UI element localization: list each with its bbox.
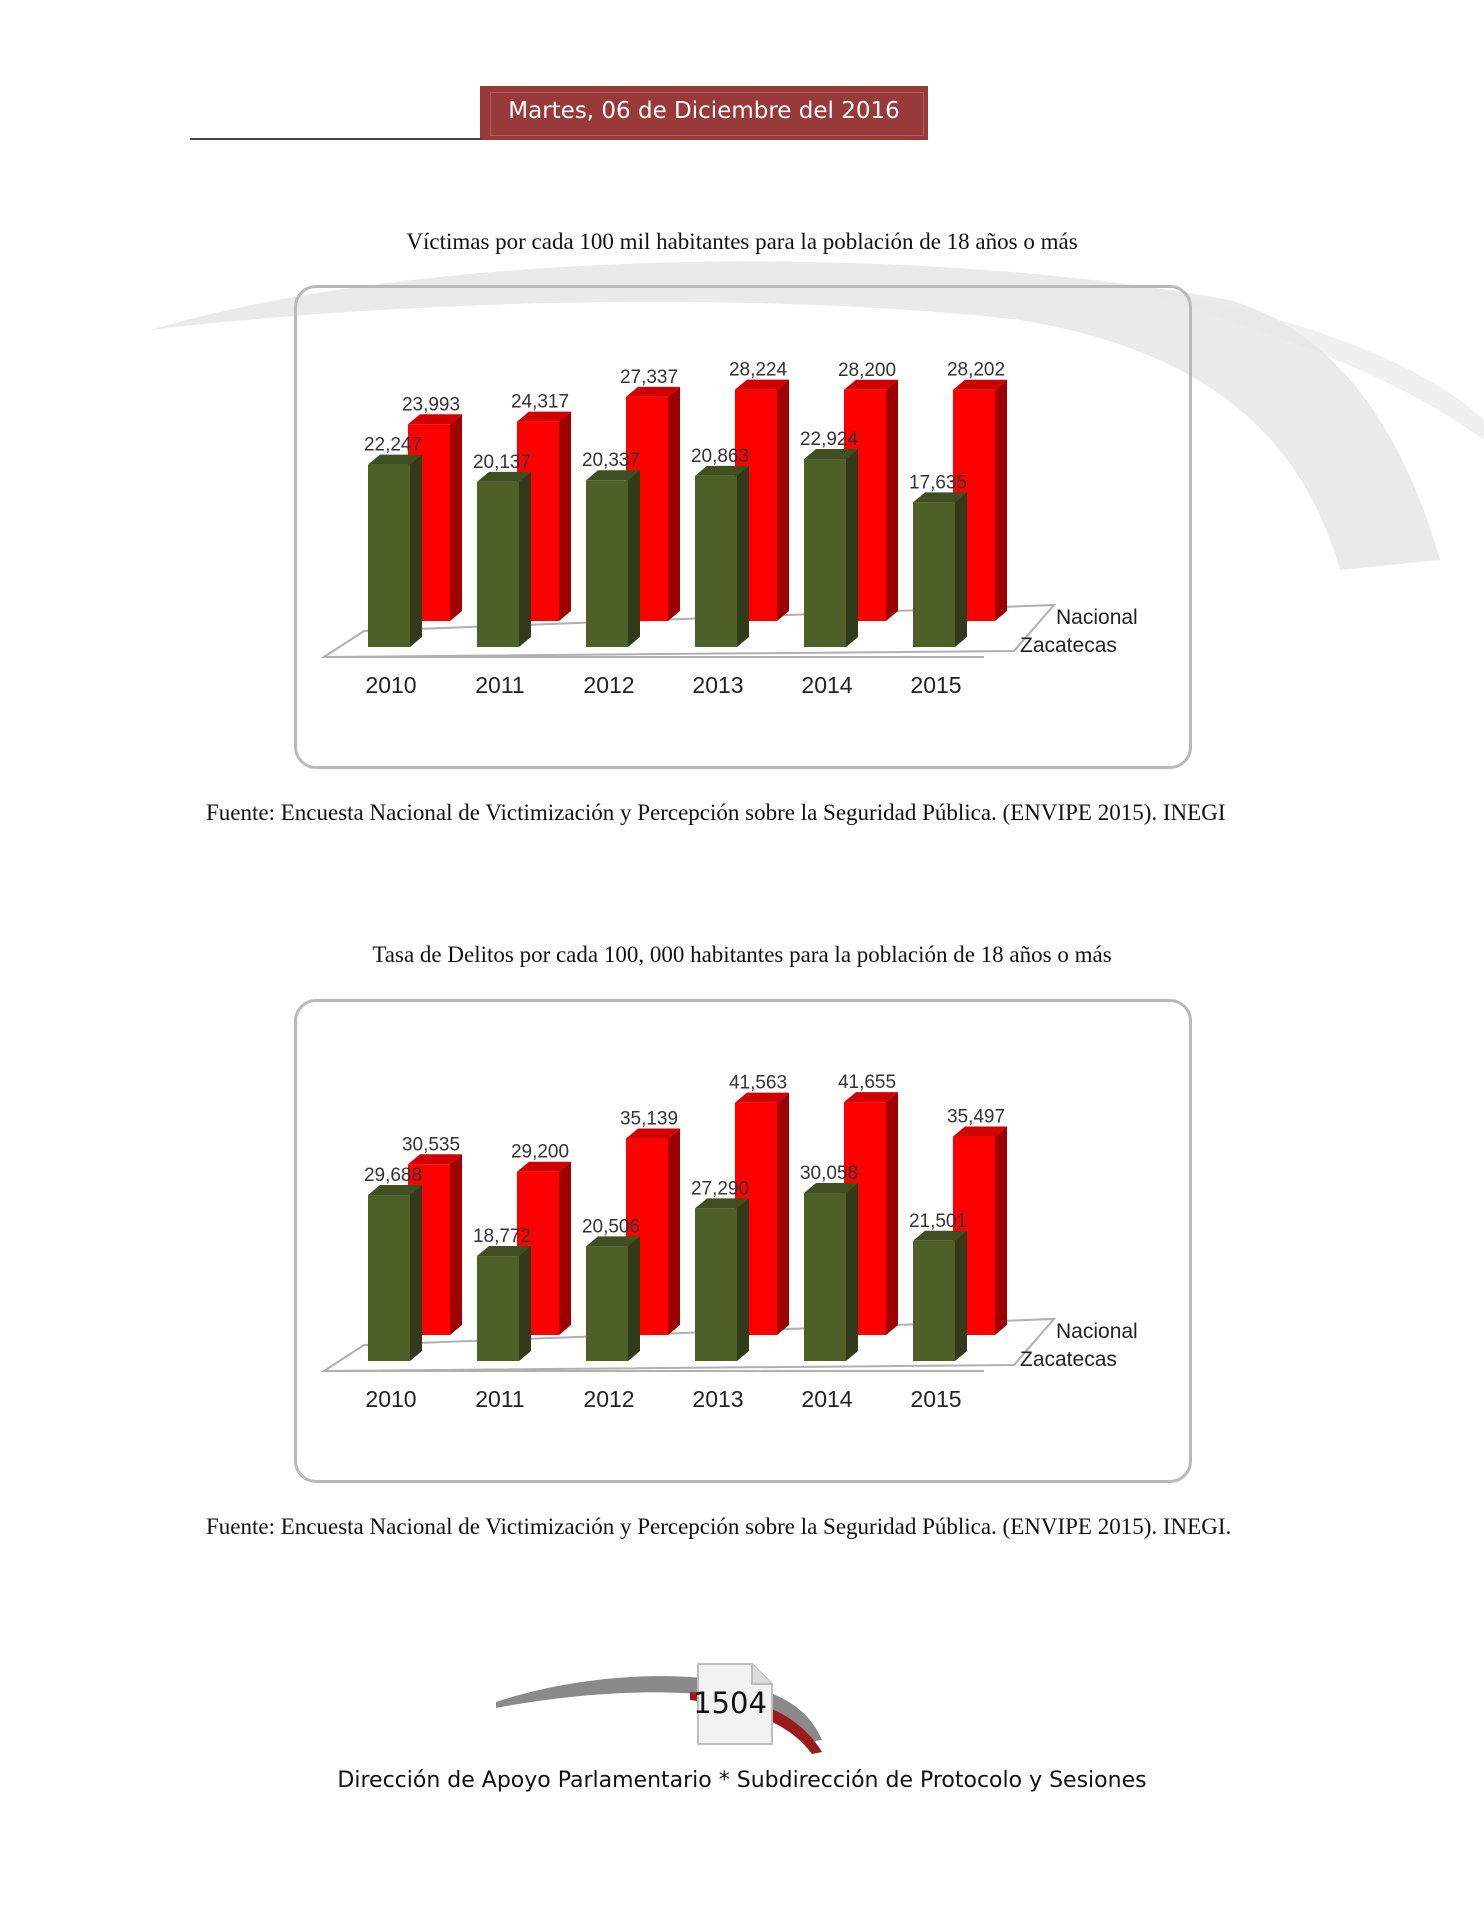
chart-2-svg bbox=[294, 999, 1192, 1483]
chart-2-series-nacional: Nacional bbox=[1056, 1320, 1138, 1343]
page-number: 1504 bbox=[693, 1686, 767, 1720]
chart-2-bar-zacatecas-2012 bbox=[586, 1236, 640, 1361]
chart-2-category-2010: 2010 bbox=[365, 1386, 417, 1412]
chart-2-label-zacatecas-2014: 30,058 bbox=[799, 1162, 859, 1184]
chart-2-bar-zacatecas-2011 bbox=[477, 1246, 531, 1361]
chart-2-label-nacional-2010: 30,535 bbox=[401, 1134, 461, 1156]
chart-1-bar-zacatecas-2014 bbox=[804, 449, 858, 647]
chart-1-label-nacional-2012: 27,337 bbox=[619, 366, 679, 388]
chart-1-label-zacatecas-2012: 20,337 bbox=[581, 450, 641, 472]
header-rule bbox=[190, 138, 482, 140]
chart-2-label-nacional-2013: 41,563 bbox=[728, 1072, 788, 1094]
chart-2-source: Fuente: Encuesta Nacional de Victimización y Percepción sobre la Seguridad Pública. (ENVIPE 2015). INEGI. bbox=[206, 1514, 1232, 1539]
chart-2-category-2013: 2013 bbox=[692, 1386, 744, 1412]
chart-1-bar-zacatecas-2012 bbox=[586, 470, 640, 647]
chart-1-label-zacatecas-2014: 22,924 bbox=[799, 429, 859, 451]
chart-1-category-2014: 2014 bbox=[801, 672, 853, 698]
chart-2-bar-zacatecas-2015 bbox=[913, 1231, 967, 1361]
chart-2-category-2011: 2011 bbox=[475, 1386, 525, 1412]
chart-2-label-nacional-2012: 35,139 bbox=[619, 1108, 679, 1130]
chart-1-svg bbox=[294, 285, 1192, 769]
chart-1-source: Fuente: Encuesta Nacional de Victimización y Percepción sobre la Seguridad Pública. (ENVIPE 2015). INEGI bbox=[206, 800, 1226, 825]
chart-1-caption: Víctimas por cada 100 mil habitantes para la población de 18 años o más bbox=[406, 229, 1078, 254]
chart-2-label-zacatecas-2012: 20,506 bbox=[581, 1216, 641, 1238]
chart-2-category-2012: 2012 bbox=[583, 1386, 635, 1412]
chart-2-series-zacatecas: Zacatecas bbox=[1020, 1348, 1117, 1371]
footer-text: Dirección de Apoyo Parlamentario * Subdirección de Protocolo y Sesiones bbox=[337, 1768, 1147, 1793]
chart-1-bar-zacatecas-2010 bbox=[368, 455, 422, 647]
chart-1-category-2010: 2010 bbox=[365, 672, 417, 698]
chart-1-label-nacional-2014: 28,200 bbox=[837, 359, 897, 381]
chart-1-label-nacional-2011: 24,317 bbox=[510, 391, 570, 413]
chart-2-bar-zacatecas-2013 bbox=[695, 1198, 749, 1361]
chart-1-label-nacional-2013: 28,224 bbox=[728, 359, 788, 381]
chart-2-label-nacional-2014: 41,655 bbox=[837, 1072, 897, 1094]
chart-2-bar-zacatecas-2010 bbox=[368, 1185, 422, 1361]
chart-2-bar-zacatecas-2014 bbox=[804, 1183, 858, 1361]
chart-1-category-2011: 2011 bbox=[475, 672, 525, 698]
chart-2-label-zacatecas-2013: 27,290 bbox=[690, 1178, 750, 1200]
chart-1-label-zacatecas-2011: 20,137 bbox=[472, 451, 532, 473]
chart-2-label-zacatecas-2015: 21,501 bbox=[908, 1210, 968, 1232]
chart-1-category-2015: 2015 bbox=[910, 672, 962, 698]
chart-1-bar-zacatecas-2011 bbox=[477, 472, 531, 647]
chart-1-label-nacional-2010: 23,993 bbox=[401, 394, 461, 416]
chart-2-category-2014: 2014 bbox=[801, 1386, 853, 1412]
chart-1-label-nacional-2015: 28,202 bbox=[946, 359, 1006, 381]
chart-2-label-nacional-2011: 29,200 bbox=[510, 1141, 570, 1163]
chart-1-series-zacatecas: Zacatecas bbox=[1020, 634, 1117, 657]
chart-1-bar-zacatecas-2015 bbox=[913, 492, 967, 647]
chart-1-bar-zacatecas-2013 bbox=[695, 466, 749, 647]
chart-1-label-zacatecas-2013: 20,863 bbox=[690, 445, 750, 467]
chart-2-label-zacatecas-2011: 18,772 bbox=[472, 1226, 532, 1248]
chart-1-label-zacatecas-2010: 22,247 bbox=[363, 434, 423, 456]
chart-2-caption: Tasa de Delitos por cada 100, 000 habitantes para la población de 18 años o más bbox=[372, 942, 1112, 967]
chart-1-label-zacatecas-2015: 17,635 bbox=[908, 472, 968, 494]
chart-1-category-2013: 2013 bbox=[692, 672, 744, 698]
chart-2-label-zacatecas-2010: 29,688 bbox=[363, 1165, 423, 1187]
chart-2-category-2015: 2015 bbox=[910, 1386, 962, 1412]
header-date: Martes, 06 de Diciembre del 2016 bbox=[508, 98, 900, 124]
chart-2-label-nacional-2015: 35,497 bbox=[946, 1106, 1006, 1128]
chart-1-category-2012: 2012 bbox=[583, 672, 635, 698]
chart-1-series-nacional: Nacional bbox=[1056, 606, 1138, 629]
